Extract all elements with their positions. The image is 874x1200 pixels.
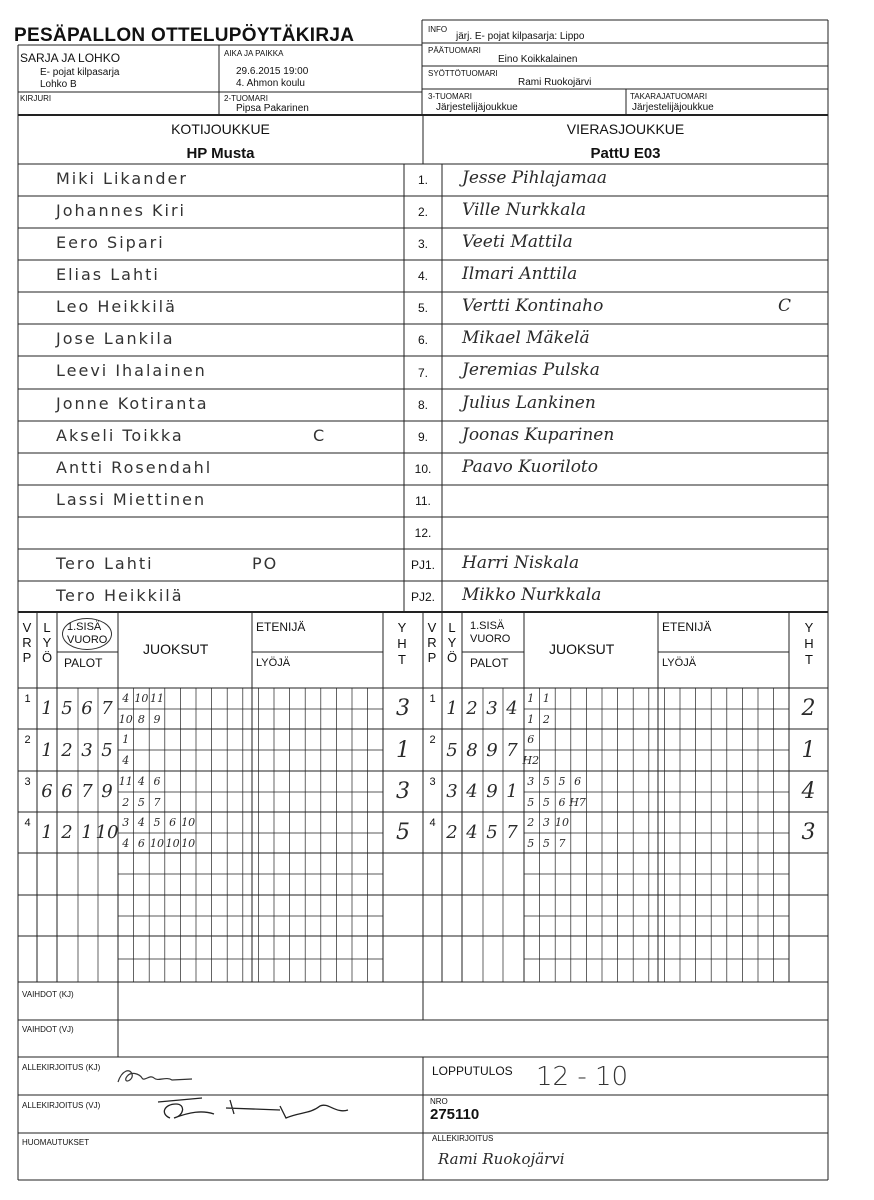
tuomari2-label: 2-TUOMARI: [224, 94, 268, 103]
vuoro-number: 3: [429, 776, 436, 788]
run-bottom-value: 10: [165, 837, 180, 850]
roster-number: 2.: [417, 205, 428, 219]
run-top-value: 10: [554, 816, 569, 829]
sisa-text: 1.SISÄ: [470, 620, 505, 632]
palo-value: 6: [61, 781, 73, 802]
run-bottom-value: 10: [118, 713, 133, 726]
lopputulos-label: LOPPUTULOS: [432, 1064, 513, 1078]
run-bottom-value: 4: [122, 837, 130, 850]
palo-value: 3: [81, 739, 93, 761]
etenija-label: ETENIJÄ: [256, 620, 306, 634]
run-bottom-value: 5: [527, 837, 535, 850]
run-bottom-value: 7: [153, 796, 161, 809]
tuomari3-label: 3-TUOMARI: [428, 92, 472, 101]
vuoro-number: 4: [429, 817, 436, 829]
palo-value: 6: [81, 698, 93, 719]
lyo-header: [38, 620, 56, 665]
run-bottom-value: 8: [137, 713, 145, 726]
palo-value: 8: [466, 739, 478, 761]
sisa-text: 1.SISÄ: [67, 621, 102, 633]
takarajatuomari-label: TAKARAJATUOMARI: [630, 92, 708, 101]
yht-header: [384, 620, 420, 668]
palo-value: 5: [101, 739, 113, 761]
away-player-name: Mikko Nurkkala: [462, 585, 602, 605]
lyo-value: 3: [446, 781, 458, 802]
sisa-vuoro-label: [62, 618, 112, 650]
allekirjoitus-kj-label: ALLEKIRJOITUS (KJ): [22, 1063, 101, 1072]
v-label: V: [22, 620, 32, 635]
palo-value: 3: [486, 698, 498, 719]
run-bottom-value: 10: [149, 837, 164, 850]
juoksut-label-away: JUOKSUT: [549, 641, 615, 657]
etenija-label-away: ETENIJÄ: [662, 620, 712, 634]
run-top-value: 1: [542, 692, 550, 705]
vuoro-number: 4: [24, 817, 31, 829]
signature-vj-icon: [150, 1094, 360, 1124]
info-value: järj. E- pojat kilpasarja: Lippo: [456, 31, 585, 42]
away-player-name: Harri Niskala: [462, 553, 580, 573]
home-player-name: Tero Heikkilä: [56, 586, 184, 605]
palo-value: 4: [506, 698, 518, 719]
palo-value: 5: [486, 822, 498, 843]
palo-value: 1: [81, 822, 93, 843]
away-team-name: PattU E03: [590, 145, 661, 162]
vuoro-number: 2: [24, 734, 31, 746]
run-top-value: 6: [169, 816, 177, 829]
p-label: P: [22, 650, 32, 665]
run-top-value: 5: [153, 816, 161, 829]
signature-kj-icon: [110, 1064, 200, 1089]
home-player-name: Eero Sipari: [56, 233, 165, 252]
kirjuri-label: KIRJURI: [20, 94, 52, 103]
run-bottom-value: 4: [122, 754, 130, 767]
palo-value: 1: [506, 781, 518, 802]
home-player-name: Leo Heikkilä: [56, 297, 177, 316]
aika-value-1: 29.6.2015 19:00: [236, 66, 309, 77]
vuoro-text: VUORO: [470, 633, 511, 645]
r-label: R: [22, 635, 32, 650]
r-label: R: [427, 635, 437, 650]
run-top-value: 3: [527, 775, 535, 788]
run-top-value: 11: [149, 692, 164, 705]
away-player-name: Veeti Mattila: [462, 232, 573, 252]
vuoro-text: VUORO: [67, 634, 108, 646]
palo-value: 2: [61, 739, 73, 761]
l-label: L: [43, 620, 51, 635]
home-player-mark: C: [313, 426, 327, 445]
lyo-value: 1: [41, 698, 53, 719]
run-top-value: 6: [153, 775, 161, 788]
palo-value: 7: [506, 822, 518, 843]
nro-value: 275110: [430, 1106, 480, 1123]
vuoro-number: 2: [429, 734, 436, 746]
syottotuomari-value: Rami Ruokojärvi: [518, 77, 592, 88]
yht-h-label: H: [397, 636, 407, 651]
away-player-name: Jeremias Pulska: [462, 360, 600, 380]
away-player-name: Julius Lankinen: [462, 393, 596, 413]
run-top-value: 4: [137, 816, 145, 829]
run-top-value: 5: [558, 775, 566, 788]
palo-value: 2: [61, 822, 73, 843]
sarja-value-1: E- pojat kilpasarja: [40, 67, 120, 78]
home-player-name: Antti Rosendahl: [56, 458, 213, 477]
palo-value: 2: [466, 698, 478, 719]
yht-y-label: Y: [397, 620, 407, 635]
home-player-name: Johannes Kiri: [56, 201, 186, 220]
palo-value: 9: [101, 781, 113, 802]
roster-number: 8.: [417, 398, 428, 412]
run-top-value: 1: [527, 692, 535, 705]
sheet-title: PESÄPALLON OTTELUPÖYTÄKIRJA: [14, 25, 355, 46]
roster-number: 6.: [417, 333, 428, 347]
y-label: Y: [447, 635, 457, 650]
run-bottom-value: 5: [137, 796, 145, 809]
palo-value: 4: [466, 781, 478, 802]
palo-value: 4: [466, 822, 478, 843]
o-label: Ö: [41, 650, 53, 665]
away-player-name: Ilmari Anttila: [462, 264, 578, 284]
palo-value: 7: [506, 739, 518, 761]
roster-number: 3.: [417, 237, 428, 251]
yht-value: 5: [396, 820, 410, 845]
huomautukset-label: HUOMAUTUKSET: [22, 1138, 90, 1147]
home-player-name: Lassi Miettinen: [56, 490, 207, 509]
run-bottom-value: 9: [153, 713, 161, 726]
sarja-label: SARJA JA LOHKO: [20, 51, 121, 65]
roster-number: 1.: [417, 173, 428, 187]
yht-value: 3: [396, 696, 410, 721]
palo-value: 9: [486, 781, 498, 802]
home-player-name: Jose Lankila: [56, 329, 175, 348]
run-top-value: 11: [118, 775, 133, 788]
away-player-name: Jesse Pihlajamaa: [462, 168, 607, 188]
run-bottom-value: H7: [569, 796, 586, 809]
p-label: P: [427, 650, 437, 665]
nro-label: NRO: [430, 1097, 448, 1106]
roster-number: 7.: [417, 365, 428, 380]
home-player-name: Jonne Kotiranta: [56, 394, 209, 413]
home-player-name: Akseli Toikka: [56, 426, 184, 445]
roster-number: 9.: [417, 430, 428, 444]
run-top-value: 2: [527, 816, 535, 829]
roster-number: 11.: [415, 494, 431, 508]
allekirjoitus-vj-label: ALLEKIRJOITUS (VJ): [22, 1101, 101, 1110]
l-label: L: [448, 620, 456, 635]
info-label: INFO: [428, 25, 448, 34]
yht-y-label: Y: [804, 620, 814, 635]
away-player-name: Ville Nurkkala: [462, 200, 587, 220]
lyo-value: 1: [446, 698, 458, 719]
run-bottom-value: 10: [181, 837, 196, 850]
run-bottom-value: 2: [542, 713, 550, 726]
run-top-value: 3: [122, 816, 130, 829]
vrp-header: [18, 620, 36, 665]
home-player-name: Miki Likander: [56, 169, 188, 188]
away-player-mark: C: [778, 296, 792, 316]
roster-number: 12.: [414, 526, 432, 540]
run-top-value: 1: [122, 733, 130, 746]
yht-value: 1: [396, 737, 410, 763]
lopputulos-value: 12 - 10: [536, 1062, 629, 1092]
lyoja-label: LYÖJÄ: [256, 657, 291, 669]
home-player-name: Tero Lahti: [56, 554, 154, 573]
paatuomari-value: Eino Koikkalainen: [498, 54, 578, 65]
vuoro-number: 3: [24, 776, 31, 788]
run-bottom-value: 5: [527, 796, 535, 809]
run-top-value: 5: [542, 775, 550, 788]
away-team-label: VIERASJOUKKUE: [566, 121, 685, 137]
juoksut-label: JUOKSUT: [143, 641, 209, 657]
yht-value: 2: [801, 696, 816, 721]
palot-label-away: PALOT: [470, 656, 509, 670]
v-label: V: [427, 620, 437, 635]
run-bottom-value: 5: [542, 837, 550, 850]
run-top-value: 10: [181, 816, 196, 829]
lyo-value: 1: [41, 822, 53, 843]
yht-h-label: H: [804, 636, 814, 651]
away-player-name: Paavo Kuoriloto: [462, 457, 598, 477]
run-bottom-value: 7: [558, 837, 566, 850]
aika-value-2: 4. Ahmon koulu: [236, 78, 305, 89]
paatuomari-label: PÄÄTUOMARI: [428, 46, 481, 55]
palo-value: 7: [101, 698, 113, 719]
roster-number: 4.: [417, 269, 428, 283]
lyo-value: 2: [446, 822, 458, 843]
yht-value: 1: [801, 737, 816, 763]
y-label: Y: [42, 635, 52, 650]
yht-header-away: [790, 620, 828, 668]
yht-value: 4: [801, 779, 816, 804]
vrp-header-away: [423, 620, 441, 665]
run-top-value: 6: [527, 733, 535, 746]
run-top-value: 10: [134, 692, 149, 705]
roster-number: PJ1.: [410, 558, 435, 572]
tuomari3-value: Järjestelijäjoukkue: [436, 102, 518, 113]
sarja-value-2: Lohko B: [40, 79, 77, 90]
allekirjoitus-label: ALLEKIRJOITUS: [432, 1134, 494, 1143]
lyo-value: 6: [41, 781, 53, 802]
yht-value: 3: [396, 779, 410, 804]
palo-value: 9: [486, 739, 498, 761]
o-label: Ö: [446, 650, 458, 665]
home-player-name: Leevi Ihalainen: [56, 361, 207, 380]
aika-label: AIKA JA PAIKKA: [224, 49, 284, 58]
palo-value: 10: [95, 822, 119, 843]
away-player-name: Mikael Mäkelä: [462, 328, 590, 348]
run-bottom-value: 5: [542, 796, 550, 809]
signature-text: Rami Ruokojärvi: [438, 1150, 565, 1168]
run-bottom-value: H2: [522, 754, 540, 767]
run-top-value: 4: [137, 775, 145, 788]
run-top-value: 4: [122, 692, 130, 705]
run-bottom-value: 1: [527, 713, 535, 726]
home-team-name: HP Musta: [186, 145, 255, 162]
lyo-header-away: [443, 620, 461, 665]
takarajatuomari-value: Järjestelijäjoukkue: [632, 102, 714, 113]
vaihdot-vj-label: VAIHDOT (VJ): [22, 1025, 74, 1034]
run-top-value: 6: [574, 775, 582, 788]
run-top-value: 3: [542, 816, 550, 829]
lyo-value: 1: [41, 739, 53, 761]
run-bottom-value: 6: [137, 837, 145, 850]
vuoro-number: 1: [24, 693, 31, 705]
palo-value: 5: [61, 698, 73, 719]
home-player-mark: PO: [252, 554, 279, 573]
run-bottom-value: 6: [558, 796, 566, 809]
syottotuomari-label: SYÖTTÖTUOMARI: [428, 69, 498, 78]
yht-t-label: T: [805, 652, 813, 667]
lyo-value: 5: [446, 739, 458, 761]
palo-value: 7: [81, 781, 93, 802]
home-player-name: Elias Lahti: [56, 265, 160, 284]
vaihdot-kj-label: VAIHDOT (KJ): [22, 990, 74, 999]
home-team-label: KOTIJOUKKUE: [171, 121, 270, 137]
vuoro-number: 1: [429, 693, 436, 705]
away-player-name: Joonas Kuparinen: [462, 425, 615, 445]
tuomari2-value: Pipsa Pakarinen: [236, 103, 309, 114]
roster-number: 5.: [417, 301, 428, 315]
away-player-name: Vertti Kontinaho: [462, 296, 604, 316]
sisa-vuoro-label-away: [470, 620, 510, 646]
run-bottom-value: 2: [122, 796, 130, 809]
lyoja-label-away: LYÖJÄ: [662, 657, 697, 669]
yht-value: 3: [801, 820, 816, 845]
roster-number: 10.: [414, 462, 432, 476]
palot-label: PALOT: [64, 656, 103, 670]
yht-t-label: T: [398, 652, 406, 667]
roster-number: PJ2.: [410, 589, 435, 604]
